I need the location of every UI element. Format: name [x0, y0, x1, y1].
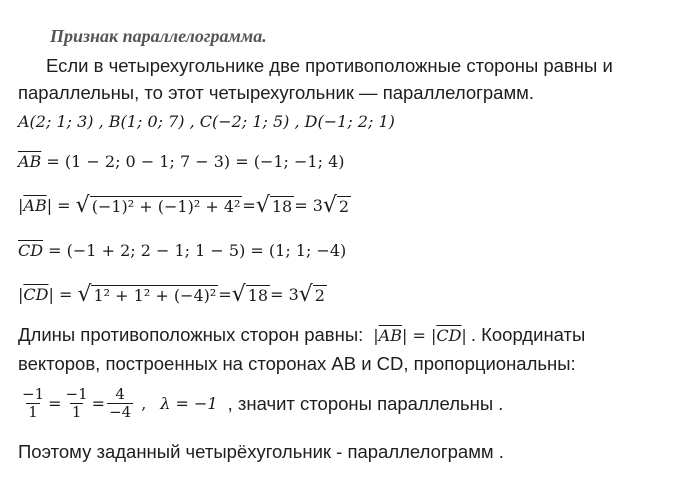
points-line: A(2; 1; 3) , B(1; 0; 7) , C(−2; 1; 5) , D(−1; 2; 1): [18, 112, 395, 131]
theorem-statement: Если в четырехугольнике две противоположные стороны равны и параллельны, то этот четырехугольник — параллелограмм.: [18, 55, 613, 103]
parallel-text: , значит стороны параллельны .: [227, 392, 504, 414]
lengths-text: Длины противоположных сторон равны:: [18, 324, 364, 345]
lengths-equality: $|\overline{AB}| = |\overline{CD}|$: [373, 325, 467, 345]
length-ab-label: $\overline{AB}$: [23, 196, 47, 215]
fraction-2: $\frac{-1}{1}$: [65, 385, 88, 421]
vector-ab-expr: = (1 − 2; 0 − 1; 7 − 3) = (−1; −1; 4): [41, 152, 345, 171]
sqrt-cd: √ 1² + 1² + (−4)²: [77, 282, 217, 307]
fraction-3: $\frac{4}{-4}$: [109, 385, 132, 421]
length-cd-line: | $\overline{CD}$ | = √ 1² + 1² + (−4)² = √ 18 = 3 √ 2: [18, 282, 325, 307]
vectors-proportional-text: векторов, построенных на сторонах AB и CD, пропорциональны:: [18, 353, 576, 374]
page-title: Признак параллелограмма.: [50, 26, 267, 46]
vector-cd-label: $\overline{CD}$: [18, 241, 44, 260]
sqrt-ab: √ (−1)² + (−1)² + 4²: [75, 193, 241, 218]
lengths-after: . Координаты: [470, 324, 586, 345]
vector-cd-line: [18, 241, 346, 260]
vector-cd-expr: = (−1 + 2; 2 − 1; 1 − 5) = (1; 1; −4): [43, 241, 347, 260]
lengths-line: [18, 324, 585, 346]
radicand-ab: (−1)² + (−1)² + 4²: [91, 197, 241, 216]
length-ab-line: | $\overline{AB}$ | = √ (−1)² + (−1)² + 4² = √ 18 = 3 √ 2: [18, 193, 350, 218]
vector-ab-line: [18, 152, 345, 171]
vector-ab-label: $\overline{AB}$: [18, 152, 42, 171]
radicand-cd: 1² + 1² + (−4)²: [93, 286, 217, 305]
fraction-1: $\frac{-1}{1}$: [22, 385, 45, 421]
length-cd-label: $\overline{CD}$: [23, 285, 49, 304]
conclusion-text: Поэтому заданный четырёхугольник - параллелограмм .: [18, 441, 504, 462]
ratio-line: $\frac{-1}{1}$ = $\frac{-1}{1}$ = $\frac{4}{-4}$ , λ = −1 , значит стороны параллельны .: [22, 385, 504, 421]
theorem-text: [18, 52, 668, 106]
lambda-value: λ = −1: [160, 394, 218, 413]
